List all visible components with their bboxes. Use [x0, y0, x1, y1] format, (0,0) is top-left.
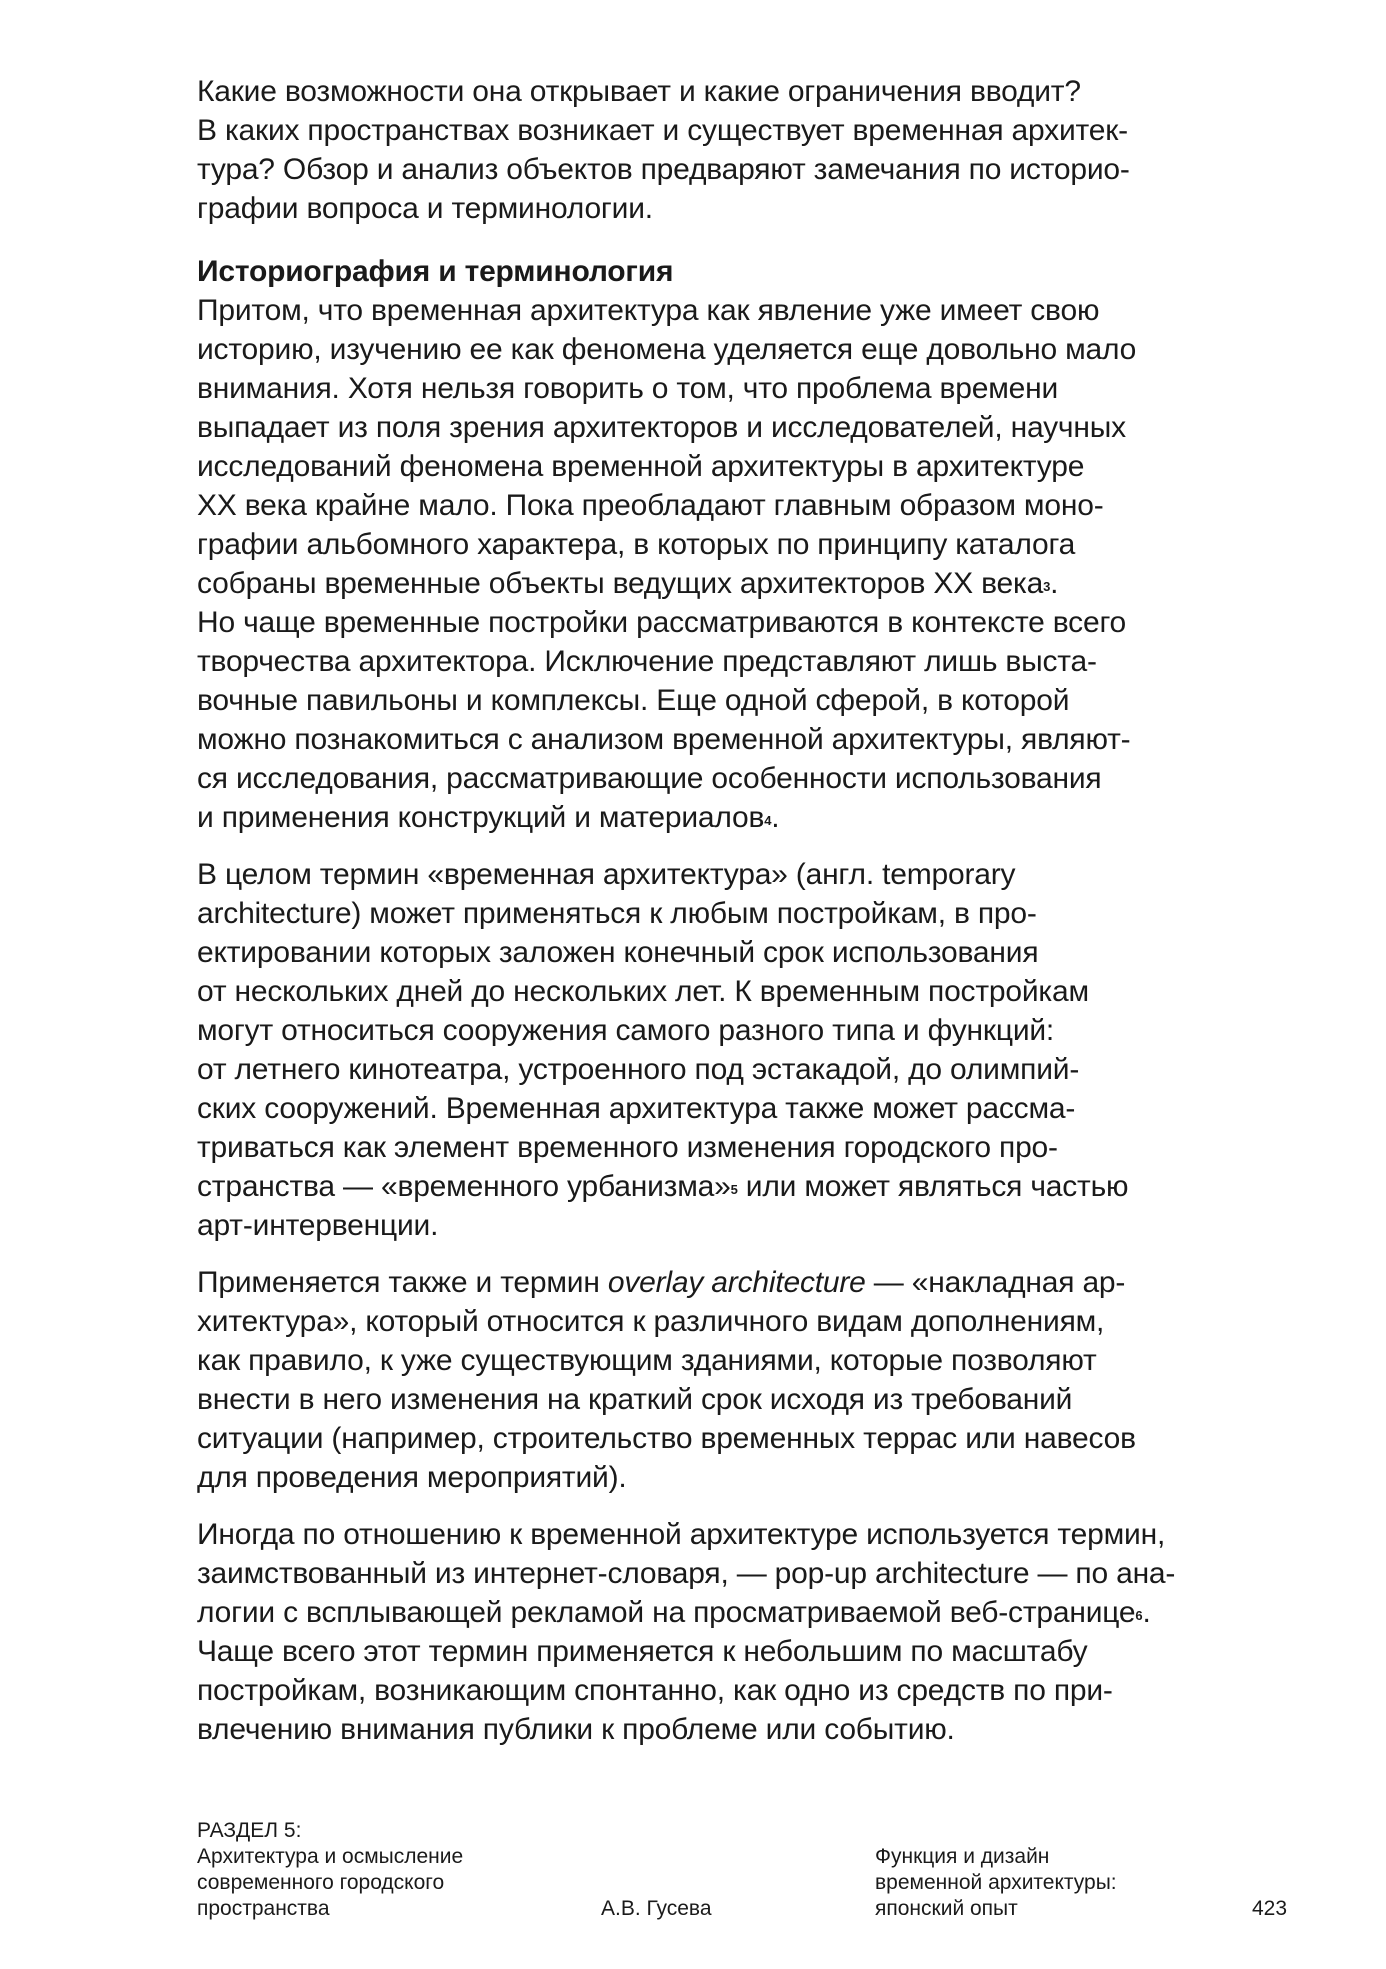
text-line: как правило, к уже существующим зданиями, которые позволяют: [197, 1344, 1097, 1377]
footnote-marker-3[interactable]: 3: [1043, 579, 1051, 594]
footer-author: А.В. Гусева: [601, 1897, 712, 1920]
footnote-marker-6[interactable]: 6: [1135, 1608, 1143, 1623]
text-line: Но чаще временные постройки рассматриваются в контексте всего: [197, 606, 1127, 639]
text-fragment: странства — «временного урбанизма»: [197, 1170, 731, 1203]
text-line: ских сооружений. Временная архитектура также может рассма-: [197, 1092, 1076, 1125]
footer-line: временной архитектуры:: [875, 1871, 1117, 1894]
text-line: от нескольких дней до нескольких лет. К временным постройкам: [197, 975, 1089, 1008]
page-footer: [0, 1818, 1386, 1938]
page-number: 423: [1252, 1897, 1288, 1920]
footer-line: Архитектура и осмысление: [197, 1845, 464, 1868]
text-line: влечению внимания публики к проблеме или событию.: [197, 1713, 955, 1746]
text-line: от летнего кинотеатра, устроенного под эстакадой, до олимпий-: [197, 1053, 1080, 1086]
footer-section-title: [197, 1818, 463, 1922]
text-line: [197, 1263, 1307, 1302]
footer-line: РАЗДЕЛ 5:: [197, 1819, 302, 1842]
text-fragment: — «накладная ар-: [865, 1266, 1126, 1299]
text-line: творчества архитектора. Исключение представляют лишь выста-: [197, 645, 1097, 678]
punctuation: .: [1142, 1596, 1151, 1629]
text-line: могут относиться сооружения самого разного типа и функций:: [197, 1014, 1055, 1047]
punctuation: .: [1050, 567, 1059, 600]
text-fragment: Применяется также и термин: [197, 1266, 608, 1299]
text-line: внести в него изменения на краткий срок исходя из требований: [197, 1383, 1073, 1416]
text-fragment: или может являться частью: [737, 1170, 1129, 1203]
text-fragment: собраны временные объекты ведущих архитекторов XX века: [197, 567, 1044, 600]
text-fragment: и применения конструкций и материалов: [197, 801, 765, 834]
text-line: ся исследования, рассматривающие особенности использования: [197, 762, 1102, 795]
text-fragment: логии с всплывающей рекламой на просматриваемой веб-странице: [197, 1596, 1136, 1629]
text-line: триваться как элемент временного изменения городского про-: [197, 1131, 1058, 1164]
popup-paragraph: [197, 1515, 1307, 1749]
footer-line: пространства: [197, 1897, 330, 1920]
historiography-paragraph: [197, 291, 1307, 837]
intro-paragraph: [197, 72, 1307, 228]
text-line: вочные павильоны и комплексы. Еще одной сферой, в которой: [197, 684, 1070, 717]
text-line: хитектура», который относится к различного видам дополнениям,: [197, 1305, 1105, 1338]
text-line: В каких пространствах возникает и существует временная архитек-: [197, 114, 1128, 147]
text-line: выпадает из поля зрения архитекторов и исследователей, научных: [197, 411, 1126, 444]
text-line: Чаще всего этот термин применяется к небольшим по масштабу: [197, 1635, 1088, 1668]
section-heading: Историография и терминология: [197, 255, 674, 288]
footer-line: современного городского: [197, 1871, 445, 1894]
text-line: Притом, что временная архитектура как явление уже имеет свою: [197, 294, 1100, 327]
overlay-paragraph: [197, 1263, 1307, 1497]
text-line: [197, 1593, 1307, 1632]
text-line: заимствованный из интернет-словаря, — pop-up architecture — по ана-: [197, 1557, 1176, 1590]
text-line: историю, изучению ее как феномена уделяется еще довольно мало: [197, 333, 1137, 366]
terminology-paragraph: [197, 855, 1307, 1245]
text-line: XX века крайне мало. Пока преобладают главным образом моно-: [197, 489, 1104, 522]
main-text: [197, 72, 1307, 1749]
text-line: графии альбомного характера, в которых по принципу каталога: [197, 528, 1076, 561]
text-line: Какие возможности она открывает и какие ограничения вводит?: [197, 75, 1081, 108]
text-line: исследований феномена временной архитектуры в архитектуре: [197, 450, 1085, 483]
footer-chapter-title: [875, 1844, 1117, 1922]
footer-line: Функция и дизайн: [875, 1845, 1050, 1868]
text-line: ектировании которых заложен конечный срок использования: [197, 936, 1039, 969]
text-line: можно познакомиться с анализом временной архитектуры, являют-: [197, 723, 1131, 756]
text-line: [197, 798, 1307, 837]
footer-line: японский опыт: [875, 1897, 1018, 1920]
text-line: В целом термин «временная архитектура» (англ. temporary: [197, 858, 1016, 891]
text-line: [197, 564, 1307, 603]
punctuation: .: [771, 801, 780, 834]
text-line: арт-интервенции.: [197, 1209, 439, 1242]
text-line: architecture) может применяться к любым постройкам, в про-: [197, 897, 1037, 930]
text-line: внимания. Хотя нельзя говорить о том, что проблема времени: [197, 372, 1059, 405]
text-line: для проведения мероприятий).: [197, 1461, 627, 1494]
text-line: графии вопроса и терминологии.: [197, 192, 653, 225]
footnote-marker-4[interactable]: 4: [764, 813, 772, 828]
term-overlay-architecture: overlay architecture: [607, 1266, 866, 1299]
text-line: постройкам, возникающим спонтанно, как одно из средств по при-: [197, 1674, 1113, 1707]
text-line: ситуации (например, строительство временных террас или навесов: [197, 1422, 1136, 1455]
text-line: [197, 1167, 1307, 1206]
text-line: тура? Обзор и анализ объектов предваряют замечания по историо-: [197, 153, 1130, 186]
footnote-marker-5[interactable]: 5: [730, 1182, 738, 1197]
text-line: Иногда по отношению к временной архитектуре используется термин,: [197, 1518, 1166, 1551]
